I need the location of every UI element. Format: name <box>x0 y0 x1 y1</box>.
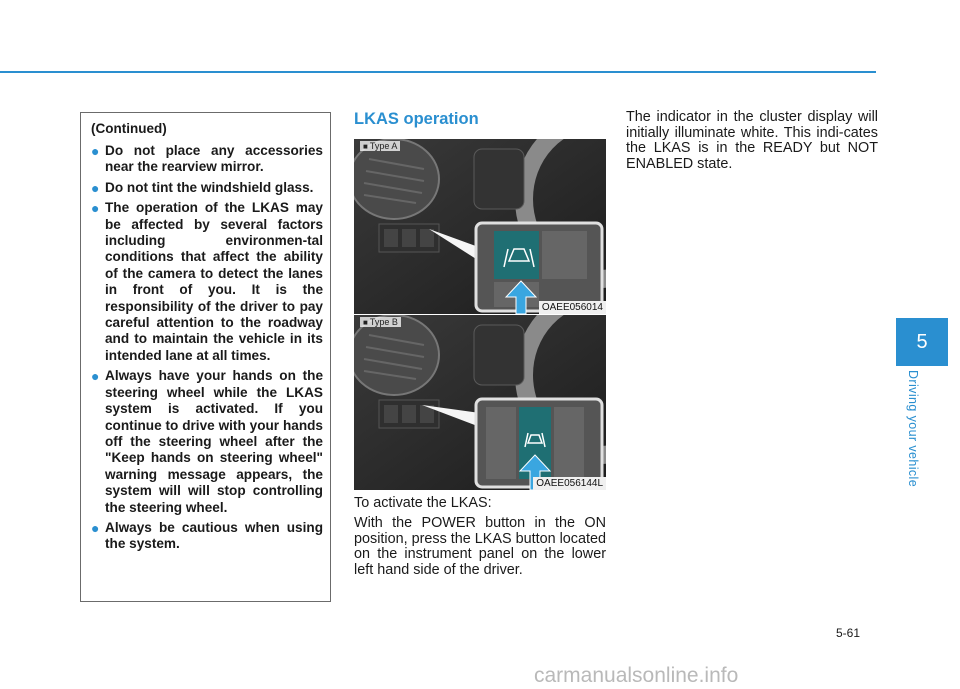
header-rule <box>0 71 876 73</box>
figure-code: OAEE056144L <box>533 477 606 490</box>
warning-item: ● The operation of the LKAS may be affected by several factors including environmen-tal conditions that affect the ability of the camera to detect the lanes in front of you. It is the responsibility of the driver to pay careful attention to the roadway and to maintain the vehicle in its intended lane at all times. <box>91 200 323 363</box>
figure-label: ■ Type A <box>360 141 400 151</box>
dashboard-illustration-b <box>354 315 606 490</box>
warning-item: ● Always have your hands on the steering wheel while the LKAS system is activated. If you continue to drive with your hands off the steering wheel after the "Keep hands on steering wheel" warning message appears, the system will will stop controlling the steering wheel. <box>91 368 323 515</box>
page-number: 5-61 <box>836 626 861 640</box>
bullet-icon: ● <box>91 519 100 536</box>
chapter-title: Driving your vehicle <box>906 370 920 488</box>
figure-code: OAEE056014 <box>539 301 606 314</box>
warning-item: ● Always be cautious when using the system. <box>91 519 323 552</box>
warning-box <box>80 112 331 602</box>
dashboard-illustration-a <box>354 139 606 314</box>
bullet-icon: ● <box>91 368 100 385</box>
warning-header: (Continued) <box>91 121 167 136</box>
warning-item: ● Do not tint the windshield glass. <box>91 179 314 196</box>
warning-list <box>91 143 323 553</box>
figure-type-b <box>354 315 606 490</box>
bullet-icon: ● <box>91 179 100 196</box>
instruction-intro: To activate the LKAS: <box>354 495 492 511</box>
chapter-tab: 5 <box>896 318 948 366</box>
section-title: LKAS operation <box>354 110 479 128</box>
indicator-text: The indicator in the cluster display will initially illuminate white. This indi-cates the LKAS is in the READY but NOT ENABLED state. <box>626 109 878 172</box>
warning-item: ● Do not place any accessories near the rearview mirror. <box>91 143 323 175</box>
bullet-icon: ● <box>91 200 100 217</box>
watermark: carmanualsonline.info <box>534 664 739 687</box>
figure-type-a <box>354 139 606 314</box>
square-bullet-icon: ■ <box>363 318 368 327</box>
square-bullet-icon: ■ <box>363 142 368 151</box>
bullet-icon: ● <box>91 143 100 159</box>
figure-label: ■ Type B <box>360 317 401 327</box>
instruction-text: With the POWER button in the ON position, press the LKAS button located on the instrument panel on the lower left hand side of the driver. <box>354 515 606 578</box>
